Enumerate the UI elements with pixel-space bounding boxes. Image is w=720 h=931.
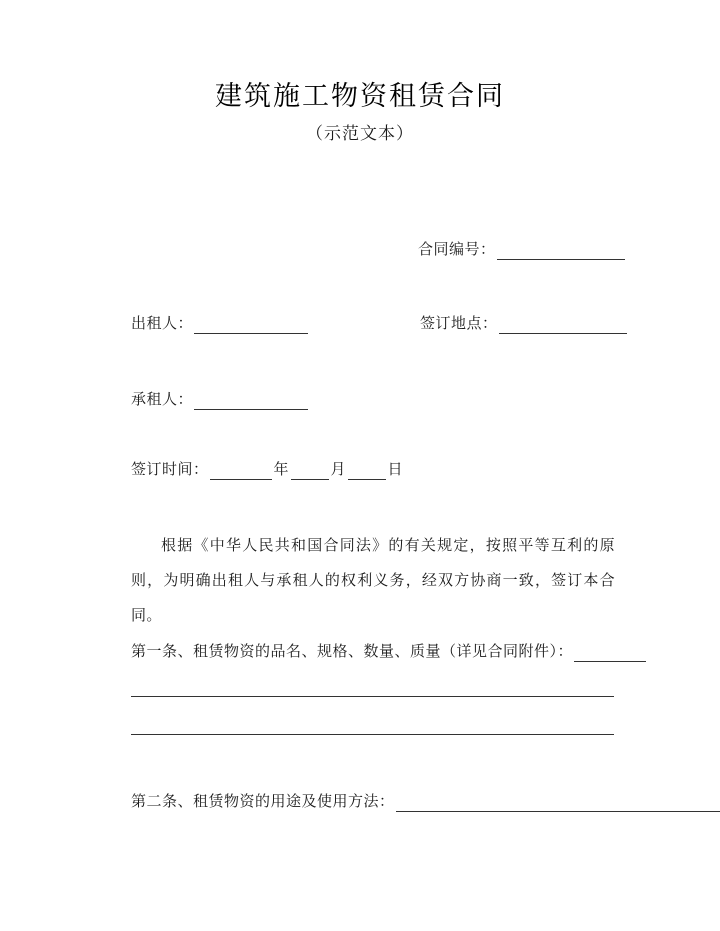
signing-place-input[interactable]	[499, 318, 627, 334]
day-unit-label: 日	[387, 460, 403, 478]
blank-rule-line-2[interactable]	[131, 734, 614, 735]
article-2-label: 第二条、租赁物资的用途及使用方法：	[131, 792, 395, 810]
lessor-row	[131, 312, 309, 334]
signing-time-row	[131, 458, 404, 480]
preamble-paragraph: 根据《中华人民共和国合同法》的有关规定，按照平等互利的原则，为明确出租人与承租人的权利义务，经双方协商一致，签订本合同。	[131, 536, 615, 624]
article-2-row	[131, 790, 720, 812]
year-unit-label: 年	[273, 460, 289, 478]
signing-place-label: 签订地点：	[420, 314, 498, 332]
lessee-label: 承租人：	[131, 390, 194, 408]
signing-year-input[interactable]	[210, 464, 272, 480]
document-title: 建筑施工物资租赁合同	[215, 81, 505, 112]
article-1-label: 第一条、租赁物资的品名、规格、数量、质量（详见合同附件）：	[131, 642, 574, 660]
lessor-input[interactable]	[194, 318, 308, 334]
lessee-row	[131, 388, 309, 410]
blank-rule-line-1[interactable]	[131, 696, 614, 697]
contract-number-label: 合同编号：	[418, 240, 496, 258]
month-unit-label: 月	[330, 460, 346, 478]
signing-month-input[interactable]	[291, 464, 329, 480]
lessee-input[interactable]	[194, 394, 308, 410]
signing-time-label: 签订时间：	[131, 460, 209, 478]
article-1-input[interactable]	[574, 646, 646, 662]
signing-day-input[interactable]	[348, 464, 386, 480]
contract-number-input[interactable]	[497, 244, 625, 260]
signing-place-row	[420, 312, 628, 334]
article-1-row	[131, 640, 647, 662]
lessor-label: 出租人：	[131, 314, 194, 332]
document-subtitle: （示范文本）	[306, 124, 414, 144]
contract-number-row	[418, 238, 626, 260]
article-2-input[interactable]	[396, 796, 720, 812]
